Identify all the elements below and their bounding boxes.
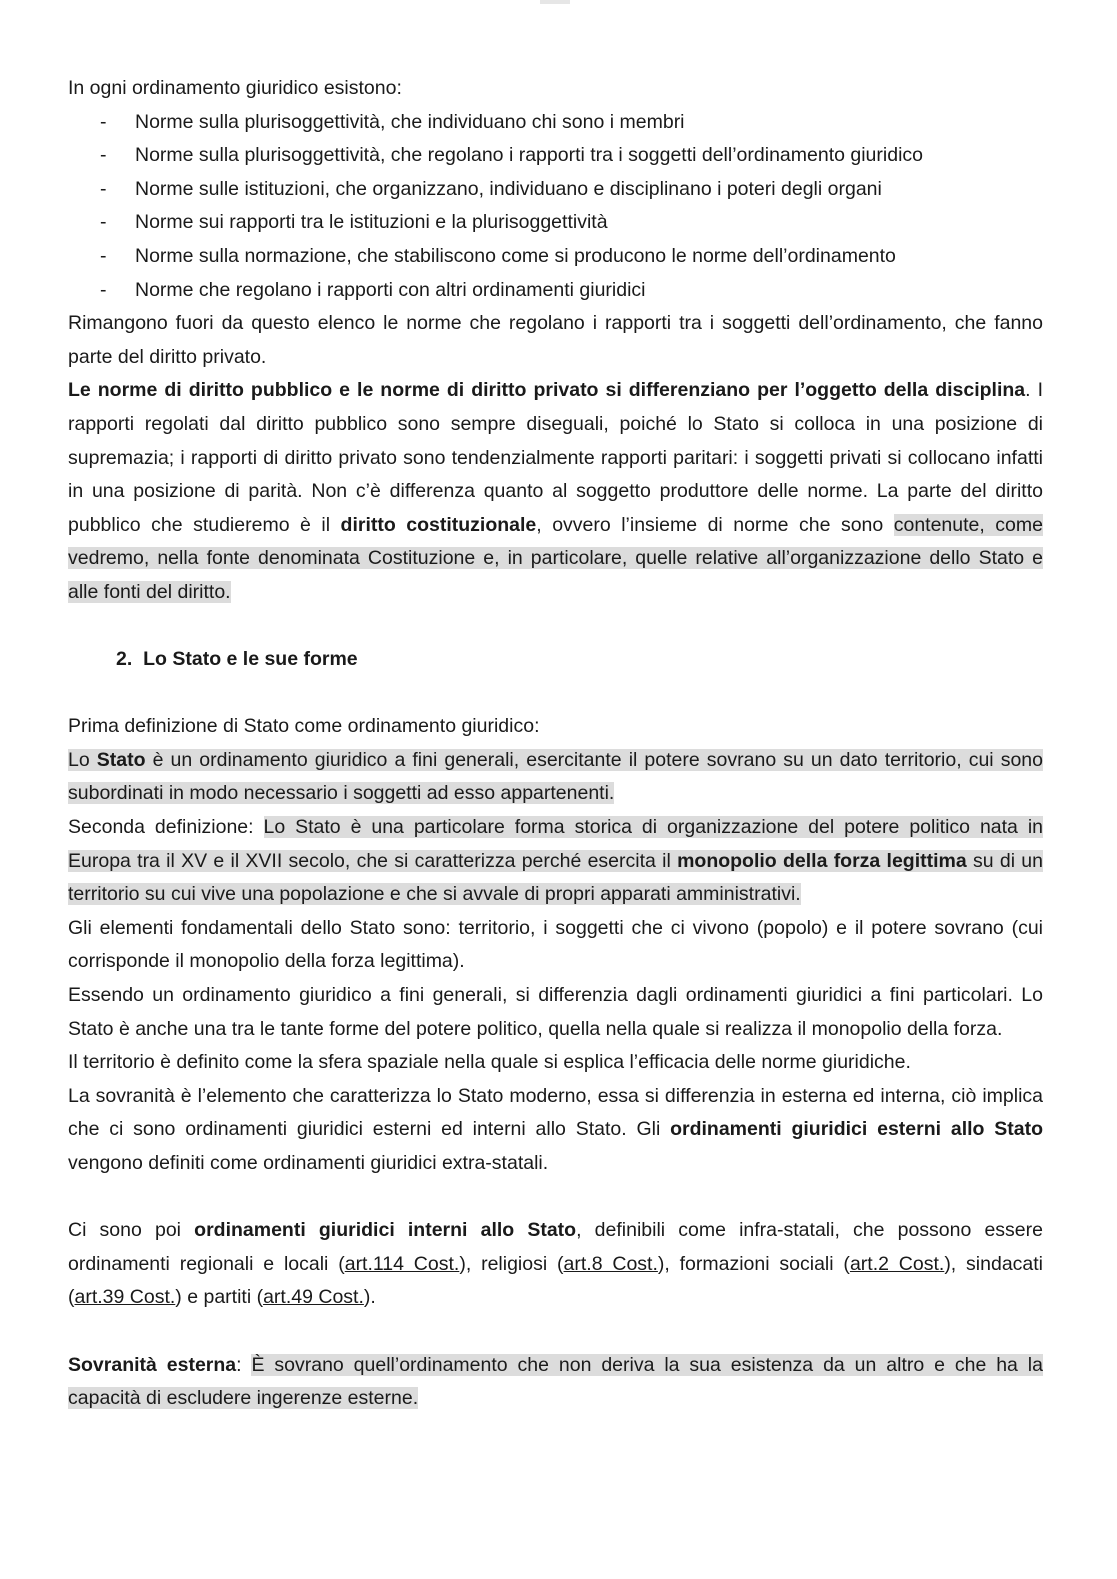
internal-text-c: ), religiosi (	[459, 1252, 564, 1275]
force-monopoly-term: monopolio della forza legittima	[677, 849, 967, 872]
norms-list-item-text: Norme che regolano i rapporti con altri ordinamenti giuridici	[135, 278, 646, 301]
ref-art-114[interactable]: art.114 Cost.	[344, 1252, 460, 1275]
norms-list-item	[68, 240, 1043, 274]
list-dash: -	[100, 110, 107, 133]
public-private-bold: Le norme di diritto pubblico e le norme di diritto privato si differenziano per l’oggetto della disciplina	[68, 379, 1026, 402]
norms-list-item-text: Norme sulla normazione, che stabiliscono come si producono le norme dell’ordinamento	[135, 244, 896, 267]
internal-text-f: ) e partiti (	[175, 1286, 264, 1309]
norms-list-item-text: Norme sui rapporti tra le istituzioni e la plurisoggettività	[135, 211, 608, 234]
external-orders-term: ordinamenti giuridici esterni allo Stato	[670, 1118, 1043, 1141]
general-aims-paragraph: Essendo un ordinamento giuridico a fini generali, si differenzia dagli ordinamenti giuridici a fini particolari. Lo Stato è anche una tra le tante forme del potere politico, quella nella quale si realizza il monopolio della forza.	[68, 984, 1043, 1040]
section-number: 2.	[116, 648, 133, 671]
external-sovereignty-definition: È sovrano quell’ordinamento che non deriva la sua esistenza da un altro e che ha la capacità di escludere ingerenze esterne.	[68, 1353, 1043, 1410]
public-private-text-1: . I rapporti regolati dal diritto pubblico sono sempre diseguali, poiché lo Stato si colloca in una posizione di supremazia; i rapporti di diritto privato sono tendenzialmente rapporti paritari: i soggetti privati si collocano infatti in una posizione di parità. Non c’è differenza quanto al soggetto produttore delle norme. La parte del diritto pubblico che studieremo è il	[68, 379, 1043, 536]
norms-list-item	[68, 206, 1043, 240]
internal-text-g: ).	[363, 1286, 376, 1309]
sovereignty-text-a: La sovranità è l’elemento che caratterizza lo Stato moderno, essa si differenzia in esterna ed interna, ciò implica che ci sono ordinamenti giuridici esterni ed interni allo Stato. Gli	[68, 1084, 1043, 1141]
norms-list-item	[68, 274, 1043, 308]
second-definition	[68, 811, 1043, 912]
ref-art-2[interactable]: art.2 Cost.	[849, 1252, 945, 1275]
intro-remainder: Rimangono fuori da questo elenco le norme che regolano i rapporti tra i soggetti dell’ordinamento, che fanno parte del diritto privato.	[68, 312, 1043, 368]
internal-text-a: Ci sono poi	[68, 1219, 195, 1242]
norms-list-item-text: Norme sulla plurisoggettività, che individuano chi sono i membri	[135, 110, 685, 133]
constitutional-law-term: diritto costituzionale	[340, 513, 537, 536]
sovereignty-text-b: vengono definiti come ordinamenti giuridici extra-statali.	[68, 1152, 549, 1174]
section-heading	[68, 643, 1043, 677]
internal-text-b: , definibili come infra-statali, che possono essere ordinamenti regionali e locali (	[68, 1219, 1043, 1275]
sovereignty-paragraph	[68, 1080, 1043, 1181]
norms-list-item	[68, 139, 1043, 173]
first-definition-a: Lo	[68, 748, 97, 771]
list-dash: -	[100, 177, 107, 200]
public-private-paragraph	[68, 374, 1043, 609]
second-definition-lead: Seconda definizione:	[68, 816, 264, 839]
first-definition	[68, 744, 1043, 811]
external-sovereignty-paragraph	[68, 1349, 1043, 1416]
second-definition-b: su di un territorio su cui vive una popolazione e che si avvale di propri apparati amministrativi.	[68, 849, 1043, 906]
state-term: Stato	[96, 748, 146, 771]
list-dash: -	[100, 244, 107, 267]
first-definition-lead: Prima definizione di Stato come ordinamento giuridico:	[68, 715, 540, 738]
ref-art-8[interactable]: art.8 Cost.	[563, 1252, 658, 1275]
internal-orders-paragraph	[68, 1214, 1043, 1315]
internal-text-d: ), formazioni sociali (	[657, 1252, 850, 1275]
external-colon: :	[236, 1353, 252, 1376]
territory-paragraph: Il territorio è definito come la sfera spaziale nella quale si esplica l’efficacia delle norme giuridiche.	[68, 1051, 911, 1074]
section-title: Lo Stato e le sue forme	[143, 648, 358, 671]
norms-list	[68, 106, 1043, 308]
list-dash: -	[100, 144, 107, 167]
external-sovereignty-term: Sovranità esterna	[68, 1353, 237, 1376]
norms-list-item	[68, 106, 1043, 140]
ref-art-39[interactable]: art.39 Cost.	[74, 1286, 176, 1309]
first-definition-b: è un ordinamento giuridico a fini generali, esercitante il potere sovrano su un dato territorio, cui sono subordinati in modo necessario i soggetti ad esso appartenenti.	[68, 748, 1043, 805]
public-private-text-2: , ovvero l’insieme di norme che sono	[536, 513, 894, 536]
second-definition-a: Lo Stato è una particolare forma storica di organizzazione del potere politico nata in Europa tra il XV e il XVII secolo, che si caratterizza perché esercita il	[68, 816, 1044, 872]
internal-text-e: ), sindacati (	[68, 1252, 1044, 1309]
elements-paragraph: Gli elementi fondamentali dello Stato sono: territorio, i soggetti che ci vivono (popolo) e il potere sovrano (cui corrisponde il monopolio della forza legittima).	[68, 916, 1043, 973]
norms-list-item-text: Norme sulla plurisoggettività, che regolano i rapporti tra i soggetti dell’ordinamento giuridico	[135, 144, 923, 167]
list-dash: -	[100, 278, 107, 301]
ref-art-49[interactable]: art.49 Cost.	[263, 1286, 364, 1309]
internal-orders-term: ordinamenti giuridici interni allo Stato	[194, 1219, 577, 1242]
document-page	[68, 72, 1043, 1416]
intro-lead: In ogni ordinamento giuridico esistono:	[68, 77, 402, 99]
list-dash: -	[100, 211, 107, 234]
norms-list-item	[68, 173, 1043, 207]
constitution-highlight: contenute, come vedremo, nella fonte denominata Costituzione e, in particolare, quelle relative all’organizzazione dello Stato e alle fonti del diritto.	[68, 513, 1043, 603]
page-top-mark	[540, 0, 570, 4]
norms-list-item-text: Norme sulle istituzioni, che organizzano, individuano e disciplinano i poteri degli organi	[135, 177, 882, 200]
